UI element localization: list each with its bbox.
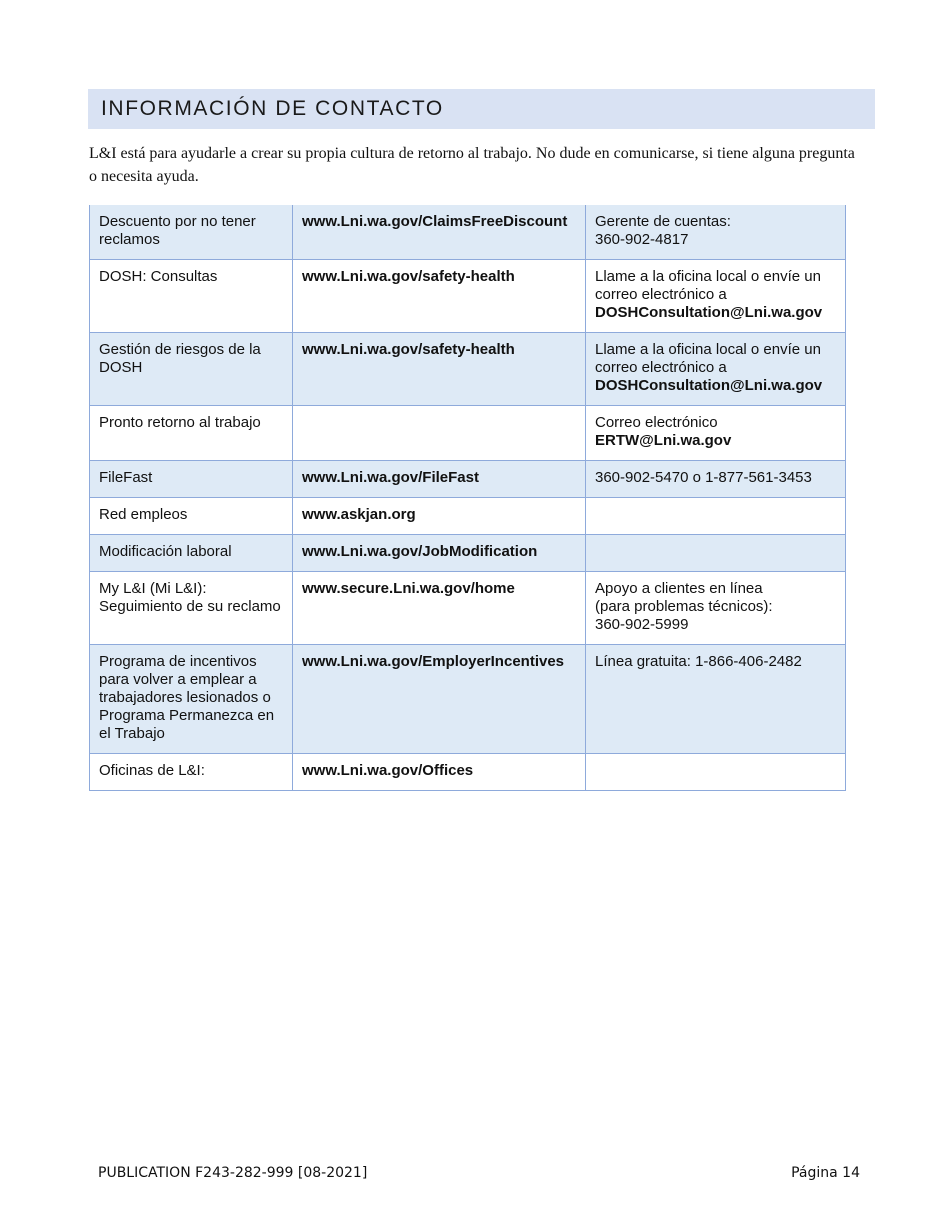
table-row bbox=[90, 754, 846, 791]
contact-cell bbox=[586, 406, 846, 461]
intro-paragraph: L&I está para ayudarle a crear su propia cultura de retorno al trabajo. No dude en comunicarse, si tiene alguna pregunta o necesita ayuda. bbox=[89, 145, 855, 185]
contact-text: Llame a la oficina local o envíe un correo electrónico a bbox=[595, 268, 821, 303]
contact-cell bbox=[586, 205, 846, 260]
section-title: INFORMACIÓN DE CONTACTO bbox=[101, 97, 444, 120]
program-cell: Gestión de riesgos de la DOSH bbox=[90, 333, 293, 406]
program-line: My L&I (Mi L&I): bbox=[99, 580, 207, 597]
contact-text: Llame a la oficina local o envíe un correo electrónico a bbox=[595, 341, 821, 376]
program-cell: Programa de incentivos para volver a emplear a trabajadores lesionados o Programa Permanezca en el Trabajo bbox=[90, 645, 293, 754]
website-link[interactable]: www.Lni.wa.gov/EmployerIncentives bbox=[293, 645, 586, 754]
contact-text: Apoyo a clientes en línea bbox=[595, 580, 763, 597]
website-link[interactable]: www.Lni.wa.gov/ClaimsFreeDiscount bbox=[293, 205, 586, 260]
contact-cell bbox=[586, 645, 846, 754]
publication-number: PUBLICATION F243-282-999 [08-2021] bbox=[98, 1165, 368, 1181]
program-cell: Descuento por no tener reclamos bbox=[90, 205, 293, 260]
table-row bbox=[90, 572, 846, 645]
table-row bbox=[90, 205, 846, 260]
email-link[interactable]: DOSHConsultation@Lni.wa.gov bbox=[595, 377, 823, 394]
table-row bbox=[90, 461, 846, 498]
contact-cell bbox=[586, 572, 846, 645]
phone-number: 360-902-5470 o 1-877-561-3453 bbox=[595, 469, 812, 486]
contact-cell bbox=[586, 461, 846, 498]
contact-text: Correo electrónico bbox=[595, 414, 718, 431]
program-cell: FileFast bbox=[90, 461, 293, 498]
website-link[interactable]: www.secure.Lni.wa.gov/home bbox=[293, 572, 586, 645]
table-row bbox=[90, 333, 846, 406]
contact-cell bbox=[586, 333, 846, 406]
contact-cell bbox=[586, 535, 846, 572]
contact-text: Gerente de cuentas: bbox=[595, 213, 731, 230]
contact-text bbox=[595, 506, 837, 524]
contact-cell bbox=[586, 754, 846, 791]
contact-cell bbox=[586, 260, 846, 333]
table-row bbox=[90, 260, 846, 333]
program-cell: Modificación laboral bbox=[90, 535, 293, 572]
table-row bbox=[90, 498, 846, 535]
program-cell: Pronto retorno al trabajo bbox=[90, 406, 293, 461]
contact-table bbox=[89, 205, 846, 791]
program-cell: DOSH: Consultas bbox=[90, 260, 293, 333]
website-link[interactable]: www.Lni.wa.gov/safety-health bbox=[293, 333, 586, 406]
phone-number: 360-902-5999 bbox=[595, 616, 689, 633]
website-link[interactable]: www.askjan.org bbox=[293, 498, 586, 535]
email-link[interactable]: ERTW@Lni.wa.gov bbox=[595, 432, 732, 449]
website-link[interactable]: www.Lni.wa.gov/FileFast bbox=[293, 461, 586, 498]
website-link[interactable]: www.Lni.wa.gov/Offices bbox=[293, 754, 586, 791]
program-cell: Red empleos bbox=[90, 498, 293, 535]
table-row bbox=[90, 406, 846, 461]
contact-text: (para problemas técnicos): bbox=[595, 598, 773, 615]
website-link[interactable]: www.Lni.wa.gov/safety-health bbox=[293, 260, 586, 333]
table-row bbox=[90, 645, 846, 754]
page-number: Página 14 bbox=[791, 1165, 860, 1181]
email-link[interactable]: DOSHConsultation@Lni.wa.gov bbox=[595, 304, 823, 321]
section-header bbox=[88, 89, 875, 129]
website-link bbox=[293, 406, 586, 461]
program-cell bbox=[90, 572, 293, 645]
website-link[interactable]: www.Lni.wa.gov/JobModification bbox=[293, 535, 586, 572]
program-line: Seguimiento de su reclamo bbox=[99, 598, 281, 615]
table-row bbox=[90, 535, 846, 572]
contact-cell bbox=[586, 498, 846, 535]
phone-number: Línea gratuita: 1-866-406-2482 bbox=[595, 653, 802, 670]
program-cell: Oficinas de L&I: bbox=[90, 754, 293, 791]
phone-number: 360-902-4817 bbox=[595, 231, 689, 248]
